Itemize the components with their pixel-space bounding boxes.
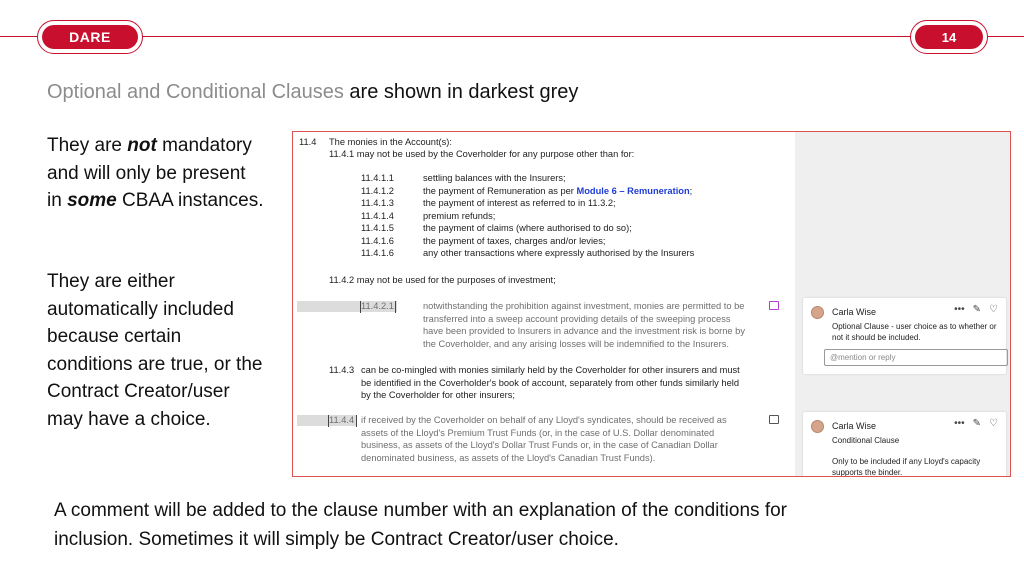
comment-text: supports the binder.	[832, 468, 903, 477]
subtitle-dark-part: are shown in darkest grey	[343, 81, 579, 103]
brand-badge	[37, 20, 143, 54]
conditional-clause-text: if received by the Coverholder on behalf of any Lloyd's syndicates, should be received as	[361, 415, 727, 425]
optional-clause-text: have been provided to Insurers in advance and the investment risk is borne by	[423, 326, 745, 336]
conditional-clause-text: assets of the Lloyd's Premium Trust Funds (or, in the case of U.S. Dollar denominated	[361, 427, 715, 438]
para2-line: They are either	[47, 271, 175, 292]
para1-line1: They are not mandatory	[47, 135, 252, 156]
sub-clause-number: 11.4.1.1	[361, 173, 394, 183]
page-number: 14	[915, 25, 983, 49]
header-rule	[0, 36, 1024, 37]
sub-clause-number: 11.4.1.4	[361, 210, 394, 221]
avatar	[811, 420, 824, 433]
comment-icon[interactable]	[769, 301, 779, 310]
sub-clause-text: the payment of taxes, charges and/or levies;	[423, 235, 606, 246]
document-screenshot	[292, 131, 1011, 477]
optional-clause-text: transferred into a sweep account providing details of the sweeping process	[423, 313, 731, 324]
footer-line1: A comment will be added to the clause number with an explanation of the conditions for	[54, 500, 787, 521]
clause-text: can be co-mingled with monies similarly held by the Coverholder for other insurers and must	[361, 365, 740, 375]
comment-card[interactable]	[803, 412, 1006, 477]
optional-clause-text: the Coverholder, and any arising losses will be indemnified to the Insurers.	[423, 338, 729, 349]
comment-text: Only to be included if any Lloyd's capacity	[832, 457, 981, 466]
text-cursor	[356, 415, 357, 427]
page-number-badge	[910, 20, 988, 54]
sub-clause-text: the payment of interest as referred to in 11.3.2;	[423, 198, 616, 208]
document-body	[293, 132, 795, 476]
para2-line: automatically included	[47, 298, 234, 320]
sub-clause-number: 11.4.1.6	[361, 248, 394, 258]
text-cursor	[395, 301, 396, 313]
reply-input[interactable]: @mention or reply	[824, 349, 1008, 366]
sub-clause-text: settling balances with the Insurers;	[423, 173, 566, 183]
para2-line: because certain	[47, 326, 182, 347]
optional-clause-number[interactable]: 11.4.2.1	[361, 301, 394, 311]
comment-author: Carla Wise	[832, 421, 877, 431]
avatar	[811, 306, 824, 319]
edit-icon[interactable]: ✎	[972, 304, 982, 315]
sub-clause-number: 11.4.1.3	[361, 198, 394, 208]
para1-line3: in some CBAA instances.	[47, 190, 264, 211]
comment-text: Optional Clause - user choice as to whether or	[832, 322, 997, 331]
conditional-clause-text: business, as assets of the Lloyd's Dollar Trust Funds or, in the case of Canadian Dollar	[361, 440, 718, 450]
clause-text: by the Coverholder for other insurers;	[361, 390, 515, 400]
remuneration-link[interactable]: Module 6 – Remuneration	[576, 185, 690, 196]
brand-label: DARE	[42, 25, 138, 49]
like-icon[interactable]: ♡	[989, 418, 998, 429]
sub-clause-number: 11.4.1.5	[361, 223, 394, 233]
clause-text: The monies in the Account(s):	[329, 137, 452, 147]
clause-text: 11.4.1 may not be used by the Coverholder for any purpose other than for:	[329, 149, 635, 159]
comment-actions	[954, 418, 998, 429]
comment-text: not it should be included.	[832, 333, 921, 342]
footer-note	[54, 496, 984, 554]
optional-clause-text: notwithstanding the prohibition against investment, monies are permitted to be	[423, 301, 745, 311]
subtitle-grey-part: Optional and Conditional Clauses	[47, 81, 344, 103]
para2-line: may have a choice.	[47, 408, 211, 430]
sub-clause-number: 11.4.1.6	[361, 235, 394, 246]
clause-number: 11.4.3	[329, 365, 355, 375]
sub-clause-number: 11.4.1.2	[361, 185, 394, 196]
para2-line: conditions are true, or the	[47, 353, 263, 375]
comments-pane	[795, 132, 1010, 476]
sub-clause-text: the payment of Remuneration as per Module 6 – Remuneration;	[423, 185, 693, 196]
comment-icon[interactable]	[769, 415, 779, 424]
paragraph-not-mandatory	[47, 132, 287, 215]
sub-clause-text: premium refunds;	[423, 210, 496, 221]
like-icon[interactable]: ♡	[989, 304, 998, 315]
clause-text: be identified in the Coverholder's book of account, separately from other funds similarly held	[361, 377, 739, 388]
para1-line2: and will only be present	[47, 162, 246, 184]
edit-icon[interactable]: ✎	[972, 418, 982, 429]
conditional-clause-text: denominated business, as assets of the Lloyd's Canadian Trust Funds).	[361, 452, 656, 463]
slide-subtitle	[47, 81, 578, 104]
more-icon[interactable]: •••	[954, 304, 965, 315]
clause-number: 11.4	[299, 137, 317, 147]
more-icon[interactable]: •••	[954, 418, 965, 429]
comment-text: Conditional Clause	[832, 436, 900, 445]
conditional-clause-number[interactable]: 11.4.4	[329, 415, 355, 425]
comment-author: Carla Wise	[832, 307, 877, 317]
sub-clause-text: any other transactions where expressly authorised by the Insurers	[423, 248, 695, 258]
para2-line: Contract Creator/user	[47, 381, 230, 402]
clause-text: 11.4.2 may not be used for the purposes of investment;	[329, 275, 556, 285]
paragraph-either-included	[47, 268, 287, 433]
footer-line2: inclusion. Sometimes it will simply be Contract Creator/user choice.	[54, 529, 619, 550]
comment-actions	[954, 304, 998, 315]
sub-clause-text: the payment of claims (where authorised to do so);	[423, 223, 632, 233]
comment-card[interactable]	[803, 298, 1006, 374]
